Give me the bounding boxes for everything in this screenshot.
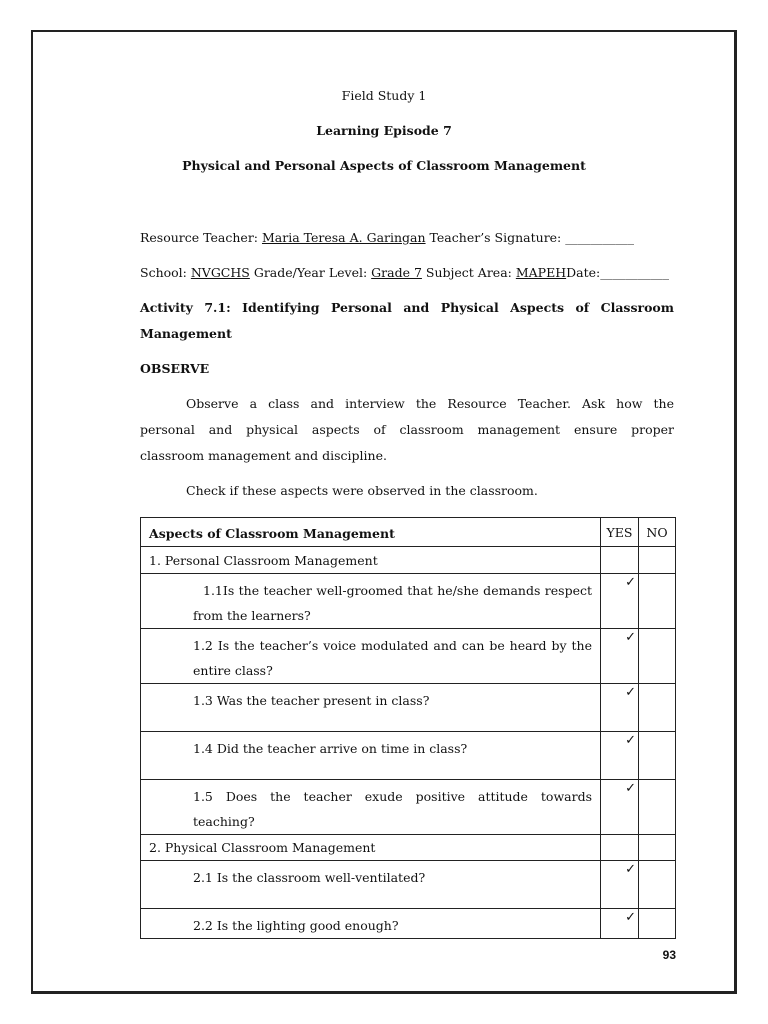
instruction-line3: classroom management and discipline. xyxy=(140,448,387,463)
resource-teacher-value: Maria Teresa A. Garingan xyxy=(261,230,426,245)
page-title: Physical and Personal Aspects of Classroom Management xyxy=(182,158,586,173)
no-cell[interactable] xyxy=(639,574,676,629)
subject-value: MAPEH xyxy=(515,265,567,280)
activity-heading-line2: Management xyxy=(140,326,232,341)
table-row xyxy=(141,861,676,909)
school-label: School: xyxy=(140,265,187,280)
table-row xyxy=(141,909,676,939)
check-mark-icon: ✓ xyxy=(625,781,636,796)
check-mark-icon: ✓ xyxy=(625,862,636,877)
grade-value: Grade 7 xyxy=(371,265,422,280)
table-header-row xyxy=(141,518,676,547)
yes-cell[interactable] xyxy=(601,780,639,835)
activity-heading-line1: Activity 7.1: Identifying Personal and Physical Aspects of Classroom xyxy=(140,300,674,315)
check-mark-icon: ✓ xyxy=(625,630,636,645)
no-cell[interactable] xyxy=(639,732,676,780)
resource-teacher-line xyxy=(140,230,634,245)
check-mark-icon: ✓ xyxy=(625,910,636,925)
date-label: Date: xyxy=(566,265,601,280)
item-text: 1.4 Did the teacher arrive on time in class? xyxy=(193,741,468,756)
signature-blank: ___________ xyxy=(565,230,635,245)
no-cell[interactable] xyxy=(639,861,676,909)
no-cell[interactable] xyxy=(639,547,676,574)
section-row-physical xyxy=(141,835,676,861)
table-row xyxy=(141,629,676,684)
observe-heading: OBSERVE xyxy=(140,361,210,376)
table-row xyxy=(141,732,676,780)
yes-cell[interactable] xyxy=(601,835,639,861)
check-mark-icon: ✓ xyxy=(625,685,636,700)
no-cell[interactable] xyxy=(639,909,676,939)
item-text: 2.1 Is the classroom well-ventilated? xyxy=(193,870,426,885)
item-text: 1.3 Was the teacher present in class? xyxy=(193,693,430,708)
item-text: 1.1Is the teacher well-groomed that he/she demands respect from the learners? xyxy=(193,583,592,623)
yes-cell[interactable] xyxy=(601,574,639,629)
item-text: 1.5 Does the teacher exude positive attitude towards teaching? xyxy=(193,789,592,829)
section-physical-label: 2. Physical Classroom Management xyxy=(149,840,376,855)
episode-title: Learning Episode 7 xyxy=(316,123,452,138)
yes-cell[interactable] xyxy=(601,684,639,732)
section-row-personal xyxy=(141,547,676,574)
table-row xyxy=(141,574,676,629)
course-title: Field Study 1 xyxy=(341,88,427,103)
date-blank: ___________ xyxy=(600,265,669,280)
aspects-table xyxy=(140,517,676,939)
table-row xyxy=(141,684,676,732)
table-row xyxy=(141,780,676,835)
instruction-line2: personal and physical aspects of classroom management ensure proper xyxy=(140,422,674,437)
item-text: 1.2 Is the teacher’s voice modulated and can be heard by the entire class? xyxy=(193,638,592,678)
school-value: NVGCHS xyxy=(190,265,250,280)
no-cell[interactable] xyxy=(639,835,676,861)
subject-label: Subject Area: xyxy=(425,265,512,280)
no-cell[interactable] xyxy=(639,780,676,835)
check-mark-icon: ✓ xyxy=(625,733,636,748)
no-cell[interactable] xyxy=(639,684,676,732)
yes-cell[interactable] xyxy=(601,547,639,574)
yes-cell[interactable] xyxy=(601,909,639,939)
resource-teacher-label: Resource Teacher: xyxy=(140,230,258,245)
check-mark-icon: ✓ xyxy=(625,575,636,590)
yes-cell[interactable] xyxy=(601,629,639,684)
yes-cell[interactable] xyxy=(601,732,639,780)
no-cell[interactable] xyxy=(639,629,676,684)
instruction-line1: Observe a class and interview the Resource Teacher. Ask how the xyxy=(186,396,674,411)
grade-label: Grade/Year Level: xyxy=(253,265,368,280)
col-aspects-header: Aspects of Classroom Management xyxy=(149,526,395,541)
item-text: 2.2 Is the lighting good enough? xyxy=(193,918,399,933)
page-number: 93 xyxy=(662,948,676,962)
section-personal-label: 1. Personal Classroom Management xyxy=(149,553,378,568)
col-yes-header: YES xyxy=(606,525,633,540)
signature-label: Teacher’s Signature: xyxy=(429,230,562,245)
school-line xyxy=(140,265,669,280)
col-no-header: NO xyxy=(646,525,668,540)
yes-cell[interactable] xyxy=(601,861,639,909)
check-instruction: Check if these aspects were observed in the classroom. xyxy=(186,483,538,498)
